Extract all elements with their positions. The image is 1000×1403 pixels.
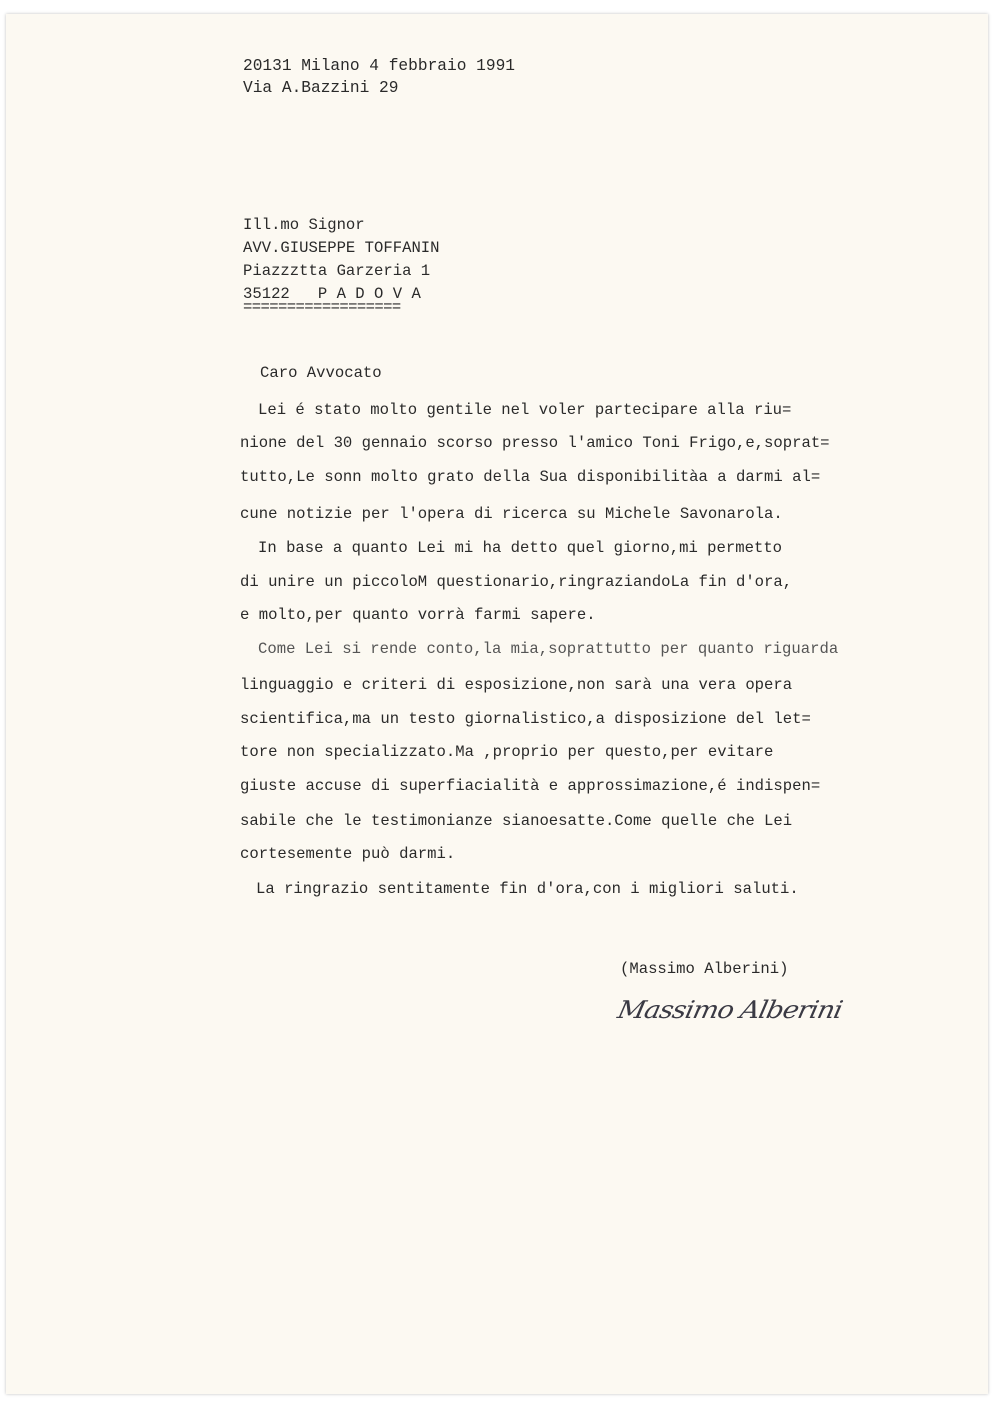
body-line: sabile che le testimonianze sianoesatte.Come quelle che Lei <box>240 812 793 830</box>
recipient-title: Ill.mo Signor <box>243 216 365 234</box>
recipient-underline: ================== <box>243 298 401 316</box>
body-line: giuste accuse di superfiacialità e approssimazione,é indispen= <box>240 777 821 795</box>
body-line: cune notizie per l'opera di ricerca su Michele Savonarola. <box>240 505 783 523</box>
recipient-name: AVV.GIUSEPPE TOFFANIN <box>243 239 440 257</box>
letter-page <box>6 14 988 1394</box>
recipient-street: Piazzztta Garzeria 1 <box>243 262 431 280</box>
sender-address: Via A.Bazzini 29 <box>243 79 399 97</box>
body-line: tore non specializzato.Ma ,proprio per questo,per evitare <box>240 743 774 761</box>
sender-date-line: 20131 Milano 4 febbraio 1991 <box>243 57 515 75</box>
body-line: linguaggio e criteri di esposizione,non sarà una vera opera <box>240 676 793 694</box>
body-line: In base a quanto Lei mi ha detto quel giorno,mi permetto <box>258 539 783 557</box>
body-line: nione del 30 gennaio scorso presso l'amico Toni Frigo,e,soprat= <box>240 434 830 452</box>
body-line: Lei é stato molto gentile nel voler partecipare alla riu= <box>258 401 792 419</box>
body-line: e molto,per quanto vorrà farmi sapere. <box>240 606 596 624</box>
recipient-city: 35122 P A D O V A <box>243 285 421 303</box>
body-line: La ringrazio sentitamente fin d'ora,con i migliori saluti. <box>256 880 799 898</box>
typed-signature: (Massimo Alberini) <box>620 960 789 978</box>
letter-greeting: Caro Avvocato <box>260 364 382 382</box>
body-line: cortesemente può darmi. <box>240 845 456 863</box>
body-line: Come Lei si rende conto,la mia,soprattutto per quanto riguarda <box>258 640 839 658</box>
body-line: scientifica,ma un testo giornalistico,a disposizione del let= <box>240 710 811 728</box>
body-line: tutto,Le sonn molto grato della Sua disponibilitàa a darmi al= <box>240 468 821 486</box>
handwritten-signature: Massimo Alberini <box>615 996 845 1025</box>
body-line: di unire un piccoloM questionario,ringraziandoLa fin d'ora, <box>240 573 793 591</box>
